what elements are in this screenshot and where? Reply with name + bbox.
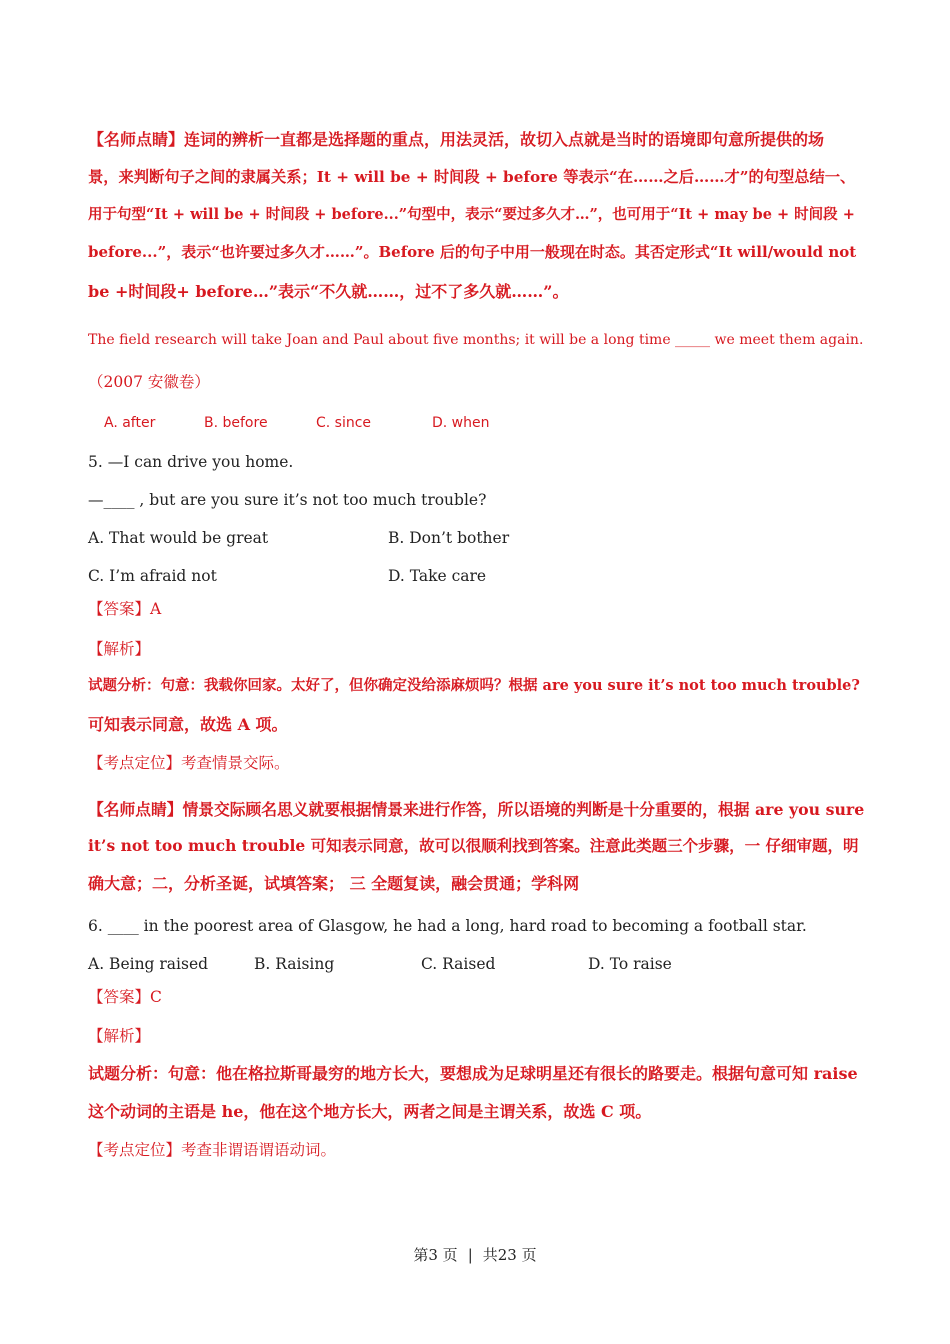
q5-tip-line-2: it’s not too much trouble 可知表示同意，故可以很顺利找到答案。注意此类题三个步骤，一 仔细审题，明 xyxy=(88,836,859,855)
example-option-a: A. after xyxy=(104,415,156,431)
q5-analysis-line-1: 试题分析：句意：我载你回家。太好了，但你确定没给添麻烦吗？根据 are you sure it’s not too much trouble? xyxy=(88,677,860,694)
q6-analysis-label: 【解析】 xyxy=(88,1027,151,1045)
q6-point: 【考点定位】考查非谓语谓语动词。 xyxy=(88,1141,337,1159)
example-option-c: C. since xyxy=(316,415,372,431)
q6-analysis-line-2: 这个动词的主语是 he，他在这个地方长大，两者之间是主谓关系，故选 C 项。 xyxy=(88,1102,652,1121)
q5-line-2: —____ , but are you sure it’s not too much trouble? xyxy=(88,491,487,509)
q5-option-a: A. That would be great xyxy=(88,529,269,547)
q5-option-b: B. Don’t bother xyxy=(388,529,510,547)
q6-line-1: 6. ____ in the poorest area of Glasgow, he had a long, hard road to becoming a football star. xyxy=(88,917,807,935)
q5-tip-line-3: 确大意；二，分析圣诞，试填答案； 三 全题复读，融会贯通；学科网 xyxy=(88,874,580,893)
tip-line-3: 用于句型“It + will be + 时间段 + before...”句型中，表示“要过多久才…”，也可用于“It + may be + 时间段 + xyxy=(88,206,855,223)
q5-option-d: D. Take care xyxy=(388,567,487,585)
page-footer xyxy=(0,1244,950,1265)
tip-line-2: 景，来判断句子之间的隶属关系；It + will be + 时间段 + before 等表示“在……之后……才”的句型总结一、 xyxy=(88,168,856,186)
q6-option-b: B. Raising xyxy=(254,955,335,973)
footer-separator: | xyxy=(467,1246,473,1264)
q5-point: 【考点定位】考查情景交际。 xyxy=(88,754,290,772)
page-total: 共23 页 xyxy=(482,1246,537,1264)
tip-line-1: 【名师点睛】连词的辨析一直都是选择题的重点，用法灵活，故切入点就是当时的语境即句意所提供的场 xyxy=(88,130,825,149)
page-number: 第3 页 xyxy=(413,1246,458,1264)
example-option-d: D. when xyxy=(432,415,490,431)
q6-analysis-line-1: 试题分析：句意：他在格拉斯哥最穷的地方长大，要想成为足球明星还有很长的路要走。根据句意可知 raise xyxy=(88,1064,858,1083)
q5-tip-line-1: 【名师点睛】情景交际顾名思义就要根据情景来进行作答，所以语境的判断是十分重要的，根据 are you sure xyxy=(88,800,865,819)
q5-analysis-line-2: 可知表示同意，故选 A 项。 xyxy=(88,715,288,734)
q5-option-c: C. I’m afraid not xyxy=(88,567,217,585)
q6-option-c: C. Raised xyxy=(421,955,496,973)
tip-line-4: before...”，表示“也许要过多久才……”。Before 后的句子中用一般现在时态。其否定形式“It will/would not xyxy=(88,243,857,261)
example-sentence: The field research will take Joan and Paul about five months; it will be a long time _____ we meet them again. xyxy=(88,332,864,348)
q5-analysis-label: 【解析】 xyxy=(88,640,151,658)
tip-line-5: be +时间段+ before…”表示“不久就……，过不了多久就……”。 xyxy=(88,282,569,301)
q5-line-1: 5. —I can drive you home. xyxy=(88,453,294,471)
q6-option-d: D. To raise xyxy=(588,955,672,973)
example-option-b: B. before xyxy=(204,415,268,431)
q6-option-a: A. Being raised xyxy=(88,955,209,973)
q6-answer: 【答案】C xyxy=(88,988,162,1006)
example-source: （2007 安徽卷） xyxy=(88,373,210,391)
q5-answer: 【答案】A xyxy=(88,600,162,618)
